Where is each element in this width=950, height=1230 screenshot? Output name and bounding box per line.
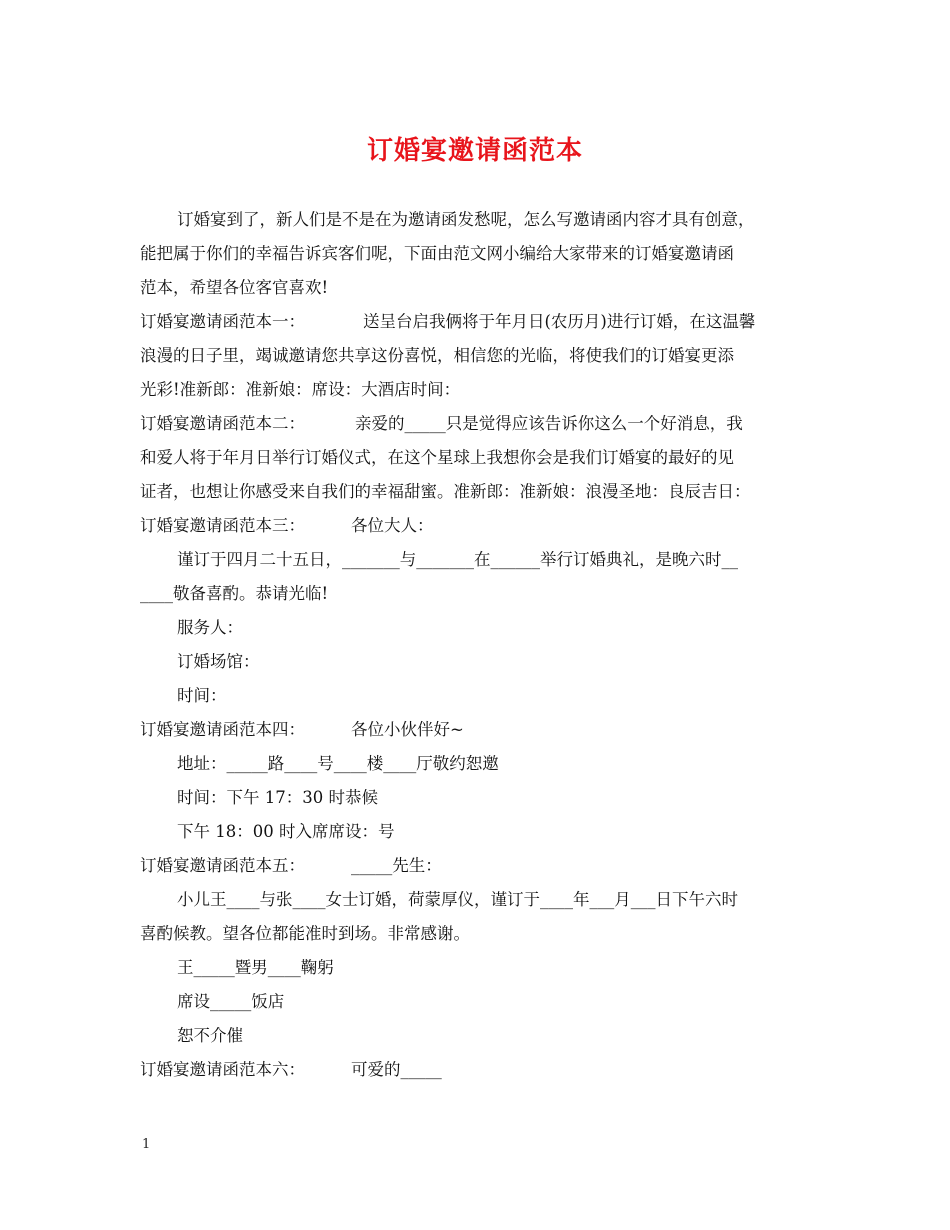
line-text: 送呈台启我俩将于年月日(农历月)进行订婚，在这温馨 — [363, 312, 756, 331]
line-text: 地址：_____路____号____楼____厅敬约恕邀 — [177, 754, 499, 773]
paragraph-line — [140, 951, 830, 985]
line-text: 下午 18：00 时入席席设：号 — [177, 822, 395, 841]
paragraph-line — [140, 645, 830, 679]
line-text: 服务人： — [177, 618, 243, 637]
paragraph-line — [140, 203, 830, 237]
paragraph-line — [140, 781, 830, 815]
paragraph-line — [140, 611, 830, 645]
line-text: 时间： — [177, 686, 227, 705]
line-text: 可爱的_____ — [351, 1060, 442, 1079]
line-text: 订婚宴到了，新人们是不是在为邀请函发愁呢，怎么写邀请函内容才具有创意， — [177, 210, 755, 229]
paragraph-line — [140, 883, 830, 917]
line-text: 证者，也想让你感受来自我们的幸福甜蜜。准新郎：准新娘：浪漫圣地：良辰吉日： — [140, 482, 751, 501]
section-label: 订婚宴邀请函范本三： — [140, 516, 305, 535]
page-number: 1 — [142, 1137, 151, 1152]
line-text: _____先生： — [351, 856, 442, 875]
paragraph-line — [140, 679, 830, 713]
section-heading-line — [140, 849, 830, 883]
paragraph-line — [140, 271, 830, 305]
document-body — [140, 203, 830, 1087]
paragraph-line — [140, 1019, 830, 1053]
line-text: 能把属于你们的幸福告诉宾客们呢，下面由范文网小编给大家带来的订婚宴邀请函 — [140, 244, 734, 263]
section-heading-line — [140, 1053, 830, 1087]
line-text: 和爱人将于年月日举行订婚仪式，在这个星球上我想你会是我们订婚宴的最好的见 — [140, 448, 734, 467]
section-label: 订婚宴邀请函范本二： — [140, 414, 305, 433]
paragraph-line — [140, 339, 830, 373]
line-text: 席设_____饭店 — [177, 992, 285, 1011]
line-text: ____敬备喜酌。恭请光临! — [140, 584, 329, 603]
line-text: 亲爱的_____只是觉得应该告诉你这么一个好消息，我 — [355, 414, 743, 433]
section-heading-line — [140, 407, 830, 441]
paragraph-line — [140, 373, 830, 407]
paragraph-line — [140, 917, 830, 951]
paragraph-line — [140, 577, 830, 611]
line-text: 各位大人： — [351, 516, 434, 535]
section-heading-line — [140, 713, 830, 747]
line-text: 恕不介催 — [177, 1026, 243, 1045]
line-text: 范本，希望各位客官喜欢! — [140, 278, 329, 297]
line-text: 王_____暨男____鞠躬 — [177, 958, 334, 977]
section-label: 订婚宴邀请函范本四： — [140, 720, 305, 739]
line-text: 各位小伙伴好~ — [351, 720, 464, 739]
section-label: 订婚宴邀请函范本一： — [140, 312, 305, 331]
line-text: 时间：下午 17：30 时恭候 — [177, 788, 378, 807]
line-text: 光彩!准新郎：准新娘：席设：大酒店时间： — [140, 380, 461, 399]
paragraph-line — [140, 441, 830, 475]
paragraph-line — [140, 237, 830, 271]
line-text: 谨订于四月二十五日，_______与_______在______举行订婚典礼，是晚六时__ — [177, 550, 738, 569]
line-text: 浪漫的日子里，竭诚邀请您共享这份喜悦，相信您的光临，将使我们的订婚宴更添 — [140, 346, 734, 365]
section-label: 订婚宴邀请函范本六： — [140, 1060, 305, 1079]
section-heading-line — [140, 305, 830, 339]
line-text: 小儿王____与张____女士订婚，荷蒙厚仪，谨订于____年___月___日下午六时 — [177, 890, 738, 909]
paragraph-line — [140, 985, 830, 1019]
paragraph-line — [140, 475, 830, 509]
section-heading-line — [140, 509, 830, 543]
paragraph-line — [140, 815, 830, 849]
line-text: 喜酌候教。望各位都能准时到场。非常感谢。 — [140, 924, 470, 943]
paragraph-line — [140, 747, 830, 781]
section-label: 订婚宴邀请函范本五： — [140, 856, 305, 875]
paragraph-line — [140, 543, 830, 577]
line-text: 订婚场馆： — [177, 652, 260, 671]
document-title: 订婚宴邀请函范本 — [366, 136, 583, 166]
